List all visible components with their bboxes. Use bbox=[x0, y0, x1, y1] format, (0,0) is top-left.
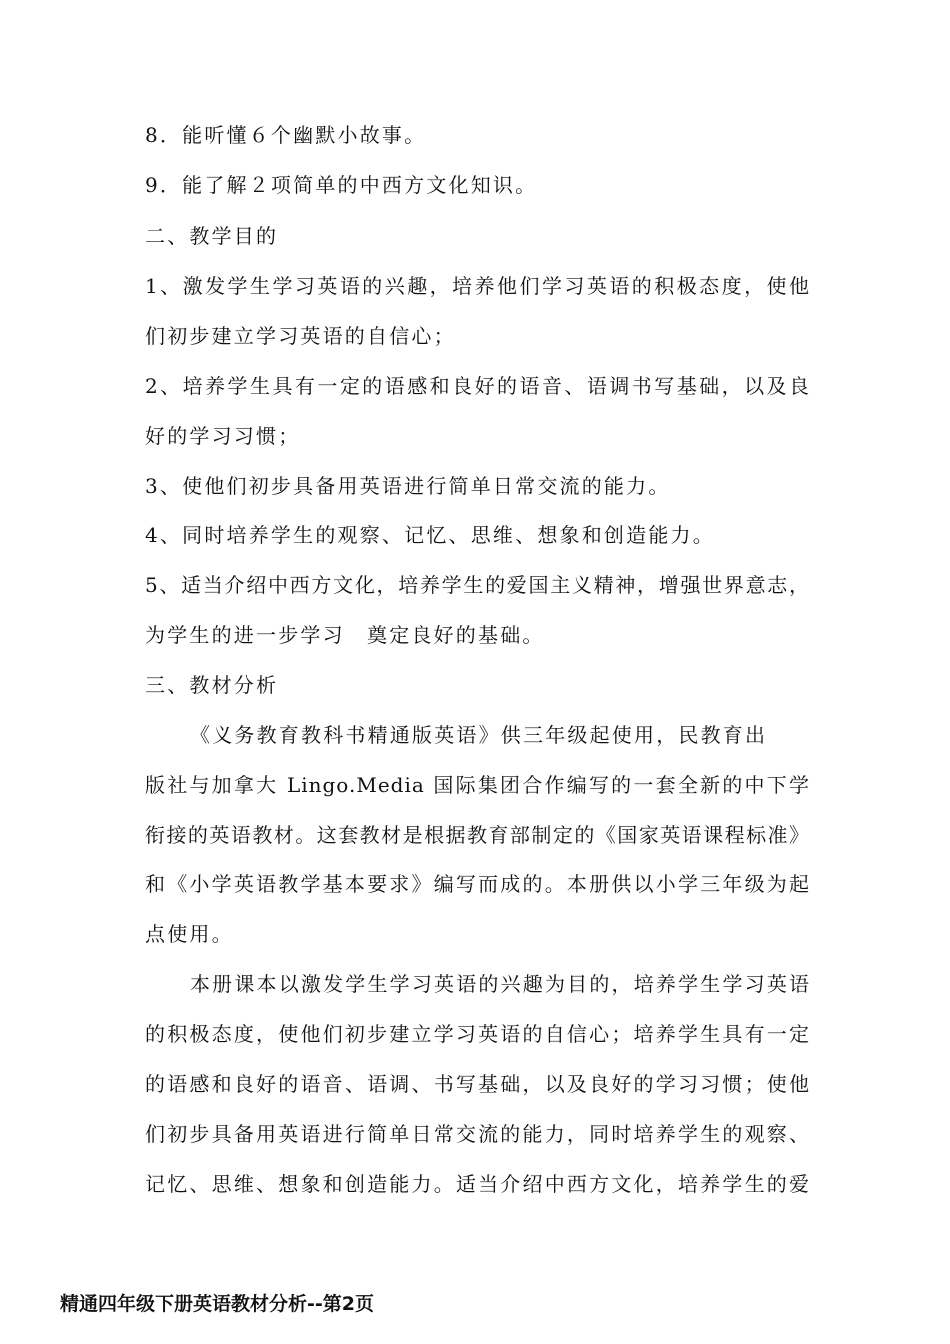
analysis-paragraph-1-line-1: 《义务教育教科书精通版英语》供三年级起使用，民教育出 bbox=[190, 723, 768, 747]
goal-4: 4、同时培养学生的观察、记忆、思维、想象和创造能力。 bbox=[145, 523, 715, 547]
analysis-paragraph-2-line-5: 记忆、思维、想象和创造能力。适当介绍中西方文化，培养学生的爱 bbox=[145, 1172, 810, 1196]
section-heading-textbook-analysis: 三、教材分析 bbox=[145, 673, 279, 697]
analysis-paragraph-2-line-1: 本册课本以激发学生学习英语的兴趣为目的，培养学生学习英语 bbox=[190, 972, 810, 996]
analysis-paragraph-2-line-3: 的语感和良好的语音、语调、书写基础，以及良好的学习习惯；使他 bbox=[145, 1072, 810, 1096]
analysis-paragraph-2-line-4: 们初步具备用英语进行简单日常交流的能力，同时培养学生的观察、 bbox=[145, 1122, 810, 1146]
goal-5-line-2: 为学生的进一步学习 奠定良好的基础。 bbox=[145, 623, 545, 647]
list-item-8: 8．能听懂６个幽默小故事。 bbox=[145, 123, 427, 147]
page-footer: 精通四年级下册英语教材分析--第2页 bbox=[60, 1293, 374, 1315]
section-heading-teaching-goals: 二、教学目的 bbox=[145, 224, 279, 248]
analysis-paragraph-1-line-5: 点使用。 bbox=[145, 922, 234, 946]
goal-2-line-1: 2、培养学生具有一定的语感和良好的语音、语调书写基础，以及良 bbox=[145, 374, 810, 398]
analysis-paragraph-1-line-4: 和《小学英语教学基本要求》编写而成的。本册供以小学三年级为起 bbox=[145, 872, 810, 896]
goal-1-line-2: 们初步建立学习英语的自信心； bbox=[145, 324, 456, 348]
analysis-paragraph-1-line-2: 版社与加拿大 Lingo.Media 国际集团合作编写的一套全新的中下学 bbox=[145, 773, 810, 797]
goal-2-line-2: 好的学习习惯； bbox=[145, 424, 301, 448]
analysis-paragraph-2-line-2: 的积极态度，使他们初步建立学习英语的自信心；培养学生具有一定 bbox=[145, 1022, 810, 1046]
analysis-paragraph-1-line-3: 衔接的英语教材。这套教材是根据教育部制定的《国家英语课程标准》 bbox=[145, 823, 810, 847]
list-item-9: 9．能了解２项简单的中西方文化知识。 bbox=[145, 173, 538, 197]
goal-5-line-1: 5、适当介绍中西方文化，培养学生的爱国主义精神，增强世界意志， bbox=[145, 573, 810, 597]
goal-3: 3、使他们初步具备用英语进行简单日常交流的能力。 bbox=[145, 474, 671, 498]
goal-1-line-1: 1、激发学生学习英语的兴趣，培养他们学习英语的积极态度，使他 bbox=[145, 274, 810, 298]
